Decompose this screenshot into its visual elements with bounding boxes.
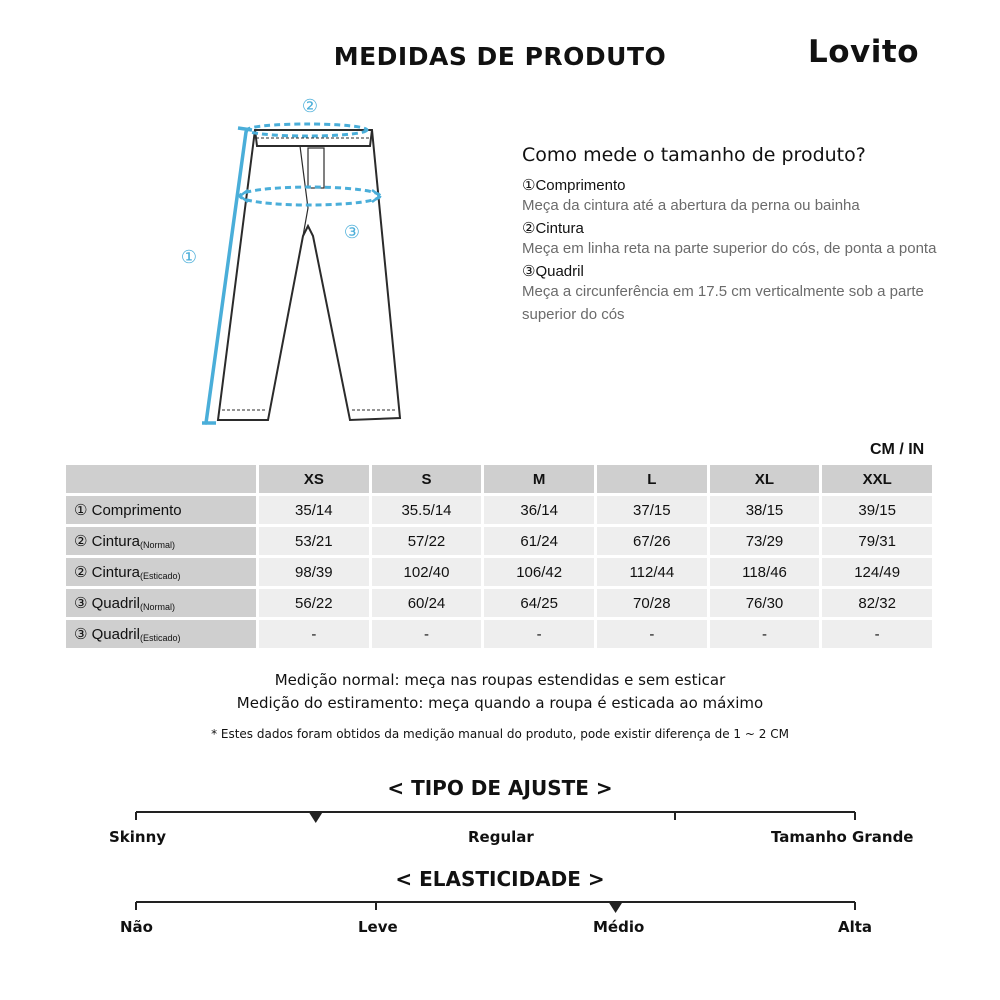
marker-2-label: ② xyxy=(301,96,319,117)
table-row-label xyxy=(66,527,256,555)
table-cell: 37/15 xyxy=(597,496,707,524)
table-cell: - xyxy=(597,620,707,648)
table-cell: 67/26 xyxy=(597,527,707,555)
guide-item-waist: ②Cintura xyxy=(522,220,584,237)
row-label-qualifier: (Normal) xyxy=(139,540,175,550)
table-cell: 38/15 xyxy=(710,496,820,524)
table-row-label xyxy=(66,620,256,648)
table-cell: 106/42 xyxy=(484,558,594,586)
guide-item-hip: ③Quadril xyxy=(522,263,584,280)
row-label-text: ③ Quadril xyxy=(74,595,140,612)
table-cell: 35/14 xyxy=(259,496,369,524)
table-corner-cell xyxy=(66,465,256,493)
elasticity-indicator xyxy=(609,902,623,913)
fit-label-skinny: Skinny xyxy=(109,828,167,846)
marker-1-label: ① xyxy=(180,247,198,268)
table-cell: 53/21 xyxy=(259,527,369,555)
table-cell: - xyxy=(372,620,482,648)
table-cell: 57/22 xyxy=(372,527,482,555)
pants-illustration xyxy=(218,130,400,420)
fit-label-large: Tamanho Grande xyxy=(771,828,914,846)
table-cell: - xyxy=(710,620,820,648)
units-label: CM / IN xyxy=(870,441,925,458)
table-cell: 112/44 xyxy=(597,558,707,586)
size-header-xs: XS xyxy=(259,465,369,493)
table-cell: 102/40 xyxy=(372,558,482,586)
row-label-qualifier: (Esticado) xyxy=(139,571,181,581)
table-cell: 61/24 xyxy=(484,527,594,555)
table-cell: 98/39 xyxy=(259,558,369,586)
size-header-xxl: XXL xyxy=(822,465,932,493)
pants-diagram xyxy=(160,88,420,433)
table-cell: 60/24 xyxy=(372,589,482,617)
table-cell: 56/22 xyxy=(259,589,369,617)
table-cell: 36/14 xyxy=(484,496,594,524)
row-label-text: ② Cintura xyxy=(74,564,140,581)
table-cell: 73/29 xyxy=(710,527,820,555)
fit-title: < TIPO DE AJUSTE > xyxy=(387,776,613,800)
size-header-m: M xyxy=(484,465,594,493)
table-cell: 35.5/14 xyxy=(372,496,482,524)
guide-desc-length: Meça da cintura até a abertura da perna ou bainha xyxy=(522,197,860,214)
table-cell: 79/31 xyxy=(822,527,932,555)
table-cell: 124/49 xyxy=(822,558,932,586)
elasticity-title: < ELASTICIDADE > xyxy=(395,867,605,891)
table-cell: 82/32 xyxy=(822,589,932,617)
note-disclaimer: * Estes dados foram obtidos da medição manual do produto, pode existir diferença de 1 ~ 2 CM xyxy=(211,727,789,741)
size-header-xl: XL xyxy=(710,465,820,493)
elasticity-label-medium: Médio xyxy=(593,918,645,936)
size-header-l: L xyxy=(597,465,707,493)
table-cell: - xyxy=(484,620,594,648)
table-cell: - xyxy=(822,620,932,648)
row-label-qualifier: (Esticado) xyxy=(139,633,181,643)
guide-heading: Como mede o tamanho de produto? xyxy=(522,144,866,166)
row-label-qualifier: (Normal) xyxy=(139,602,175,612)
table-cell: 64/25 xyxy=(484,589,594,617)
table-row-label xyxy=(66,558,256,586)
note-normal: Medição normal: meça nas roupas estendidas e sem esticar xyxy=(274,671,726,689)
table-row-label xyxy=(66,589,256,617)
page-title: MEDIDAS DE PRODUTO xyxy=(333,42,667,71)
table-cell: 70/28 xyxy=(597,589,707,617)
elasticity-label-high: Alta xyxy=(838,918,873,936)
note-stretch: Medição do estiramento: meça quando a roupa é esticada ao máximo xyxy=(236,694,764,712)
measurement-guide xyxy=(522,144,942,328)
fit-indicator xyxy=(309,812,323,823)
table-cell: - xyxy=(259,620,369,648)
table-cell: 39/15 xyxy=(822,496,932,524)
elasticity-label-light: Leve xyxy=(358,918,398,936)
table-row-label xyxy=(66,496,256,524)
row-label-text: ① Comprimento xyxy=(74,502,182,519)
row-label-text: ② Cintura xyxy=(74,533,140,550)
brand-logo: Lovito xyxy=(808,34,920,70)
fit-label-regular: Regular xyxy=(468,828,534,846)
table-cell: 118/46 xyxy=(710,558,820,586)
marker-3-label: ③ xyxy=(343,222,361,243)
row-label-text: ③ Quadril xyxy=(74,626,140,643)
table-cell: 76/30 xyxy=(710,589,820,617)
elasticity-label-none: Não xyxy=(120,918,153,936)
guide-desc-hip: Meça a circunferência em 17.5 cm verticalmente sob a parte superior do cós xyxy=(522,283,924,323)
guide-desc-waist: Meça em linha reta na parte superior do cós, de ponta a ponta xyxy=(522,240,937,257)
size-table xyxy=(66,465,932,648)
size-header-s: S xyxy=(372,465,482,493)
guide-item-length: ①Comprimento xyxy=(522,177,626,194)
